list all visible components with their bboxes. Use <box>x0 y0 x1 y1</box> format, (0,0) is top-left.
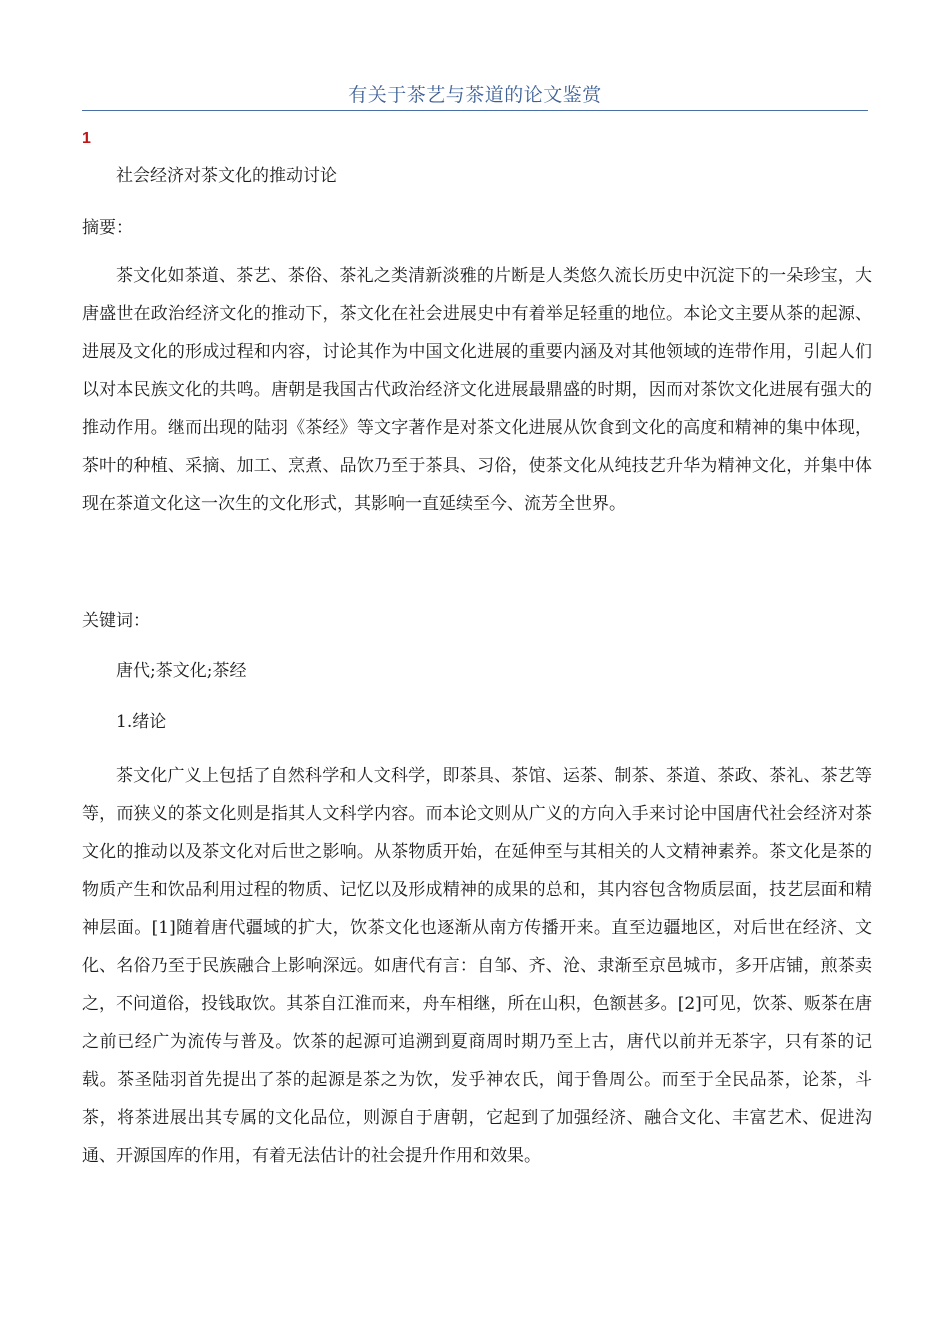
keywords-block <box>82 652 872 690</box>
document-header <box>82 82 868 111</box>
abstract-label-block <box>82 209 872 247</box>
article-subtitle: 社会经济对茶文化的推动讨论 <box>116 166 337 186</box>
abstract-block <box>82 257 872 523</box>
intro-paragraph: 茶文化广义上包括了自然科学和人文科学，即茶具、茶馆、运茶、制茶、茶道、茶政、茶礼、茶艺等等，而狭义的茶文化则是指其人文科学内容。而本论文则从广义的方向入手来讨论中国唐代社会经济对茶文化的推动以及茶文化对后世之影响。从茶物质开始，在延伸至与其相关的人文精神素养。茶文化是茶的物质产生和饮品利用过程的物质、记忆以及形成精神的成果的总和，其内容包含物质层面，技艺层面和精神层面。[1]随着唐代疆域的扩大，饮茶文化也逐渐从南方传播开来。直至边疆地区，对后世在经济、文化、名俗乃至于民族融合上影响深远。如唐代有言：自邹、齐、沧、隶渐至京邑城市，多开店铺，煎茶卖之，不问道俗，投钱取饮。其茶自江淮而来，舟车相继，所在山积，色额甚多。[2]可见，饮茶、贩茶在唐之前已经广为流传与普及。饮茶的起源可追溯到夏商周时期乃至上古，唐代以前并无茶字，只有茶的记载。茶圣陆羽首先提出了茶的起源是茶之为饮，发乎神农氏，闻于鲁周公。而至于全民品茶，论茶，斗茶，将茶进展出其专属的文化品位，则源自于唐朝，它起到了加强经济、融合文化、丰富艺术、促进沟通、开源国库的作用，有着无法估计的社会提升作用和效果。 <box>82 766 872 1166</box>
intro-block <box>82 757 872 1175</box>
intro-heading-block <box>82 703 872 741</box>
document-title: 有关于茶艺与茶道的论文鉴赏 <box>348 84 602 106</box>
article-subtitle-block <box>82 157 872 195</box>
abstract-label: 摘要： <box>82 218 133 238</box>
keywords-text: 唐代;茶文化;茶经 <box>116 661 247 681</box>
section-number: 1 <box>82 130 91 147</box>
abstract-paragraph: 茶文化如茶道、茶艺、茶俗、茶礼之类清新淡雅的片断是人类悠久流长历史中沉淀下的一朵珍宝，大唐盛世在政治经济文化的推动下，茶文化在社会进展史中有着举足轻重的地位。本论文主要从茶的起源、进展及文化的形成过程和内容，讨论其作为中国文化进展的重要内涵及对其他领域的连带作用，引起人们以对本民族文化的共鸣。唐朝是我国古代政治经济文化进展最鼎盛的时期，因而对茶饮文化进展有强大的推动作用。继而出现的陆羽《茶经》等文字著作是对茶文化进展从饮食到文化的高度和精神的集中体现，茶叶的种植、采摘、加工、烹煮、品饮乃至于茶具、习俗，使茶文化从纯技艺升华为精神文化，并集中体现在茶道文化这一次生的文化形式，其影响一直延续至今、流芳全世界。 <box>82 266 872 514</box>
intro-heading: 1.绪论 <box>116 712 167 732</box>
keywords-label: 关键词： <box>82 611 150 631</box>
keywords-label-block <box>82 602 872 640</box>
